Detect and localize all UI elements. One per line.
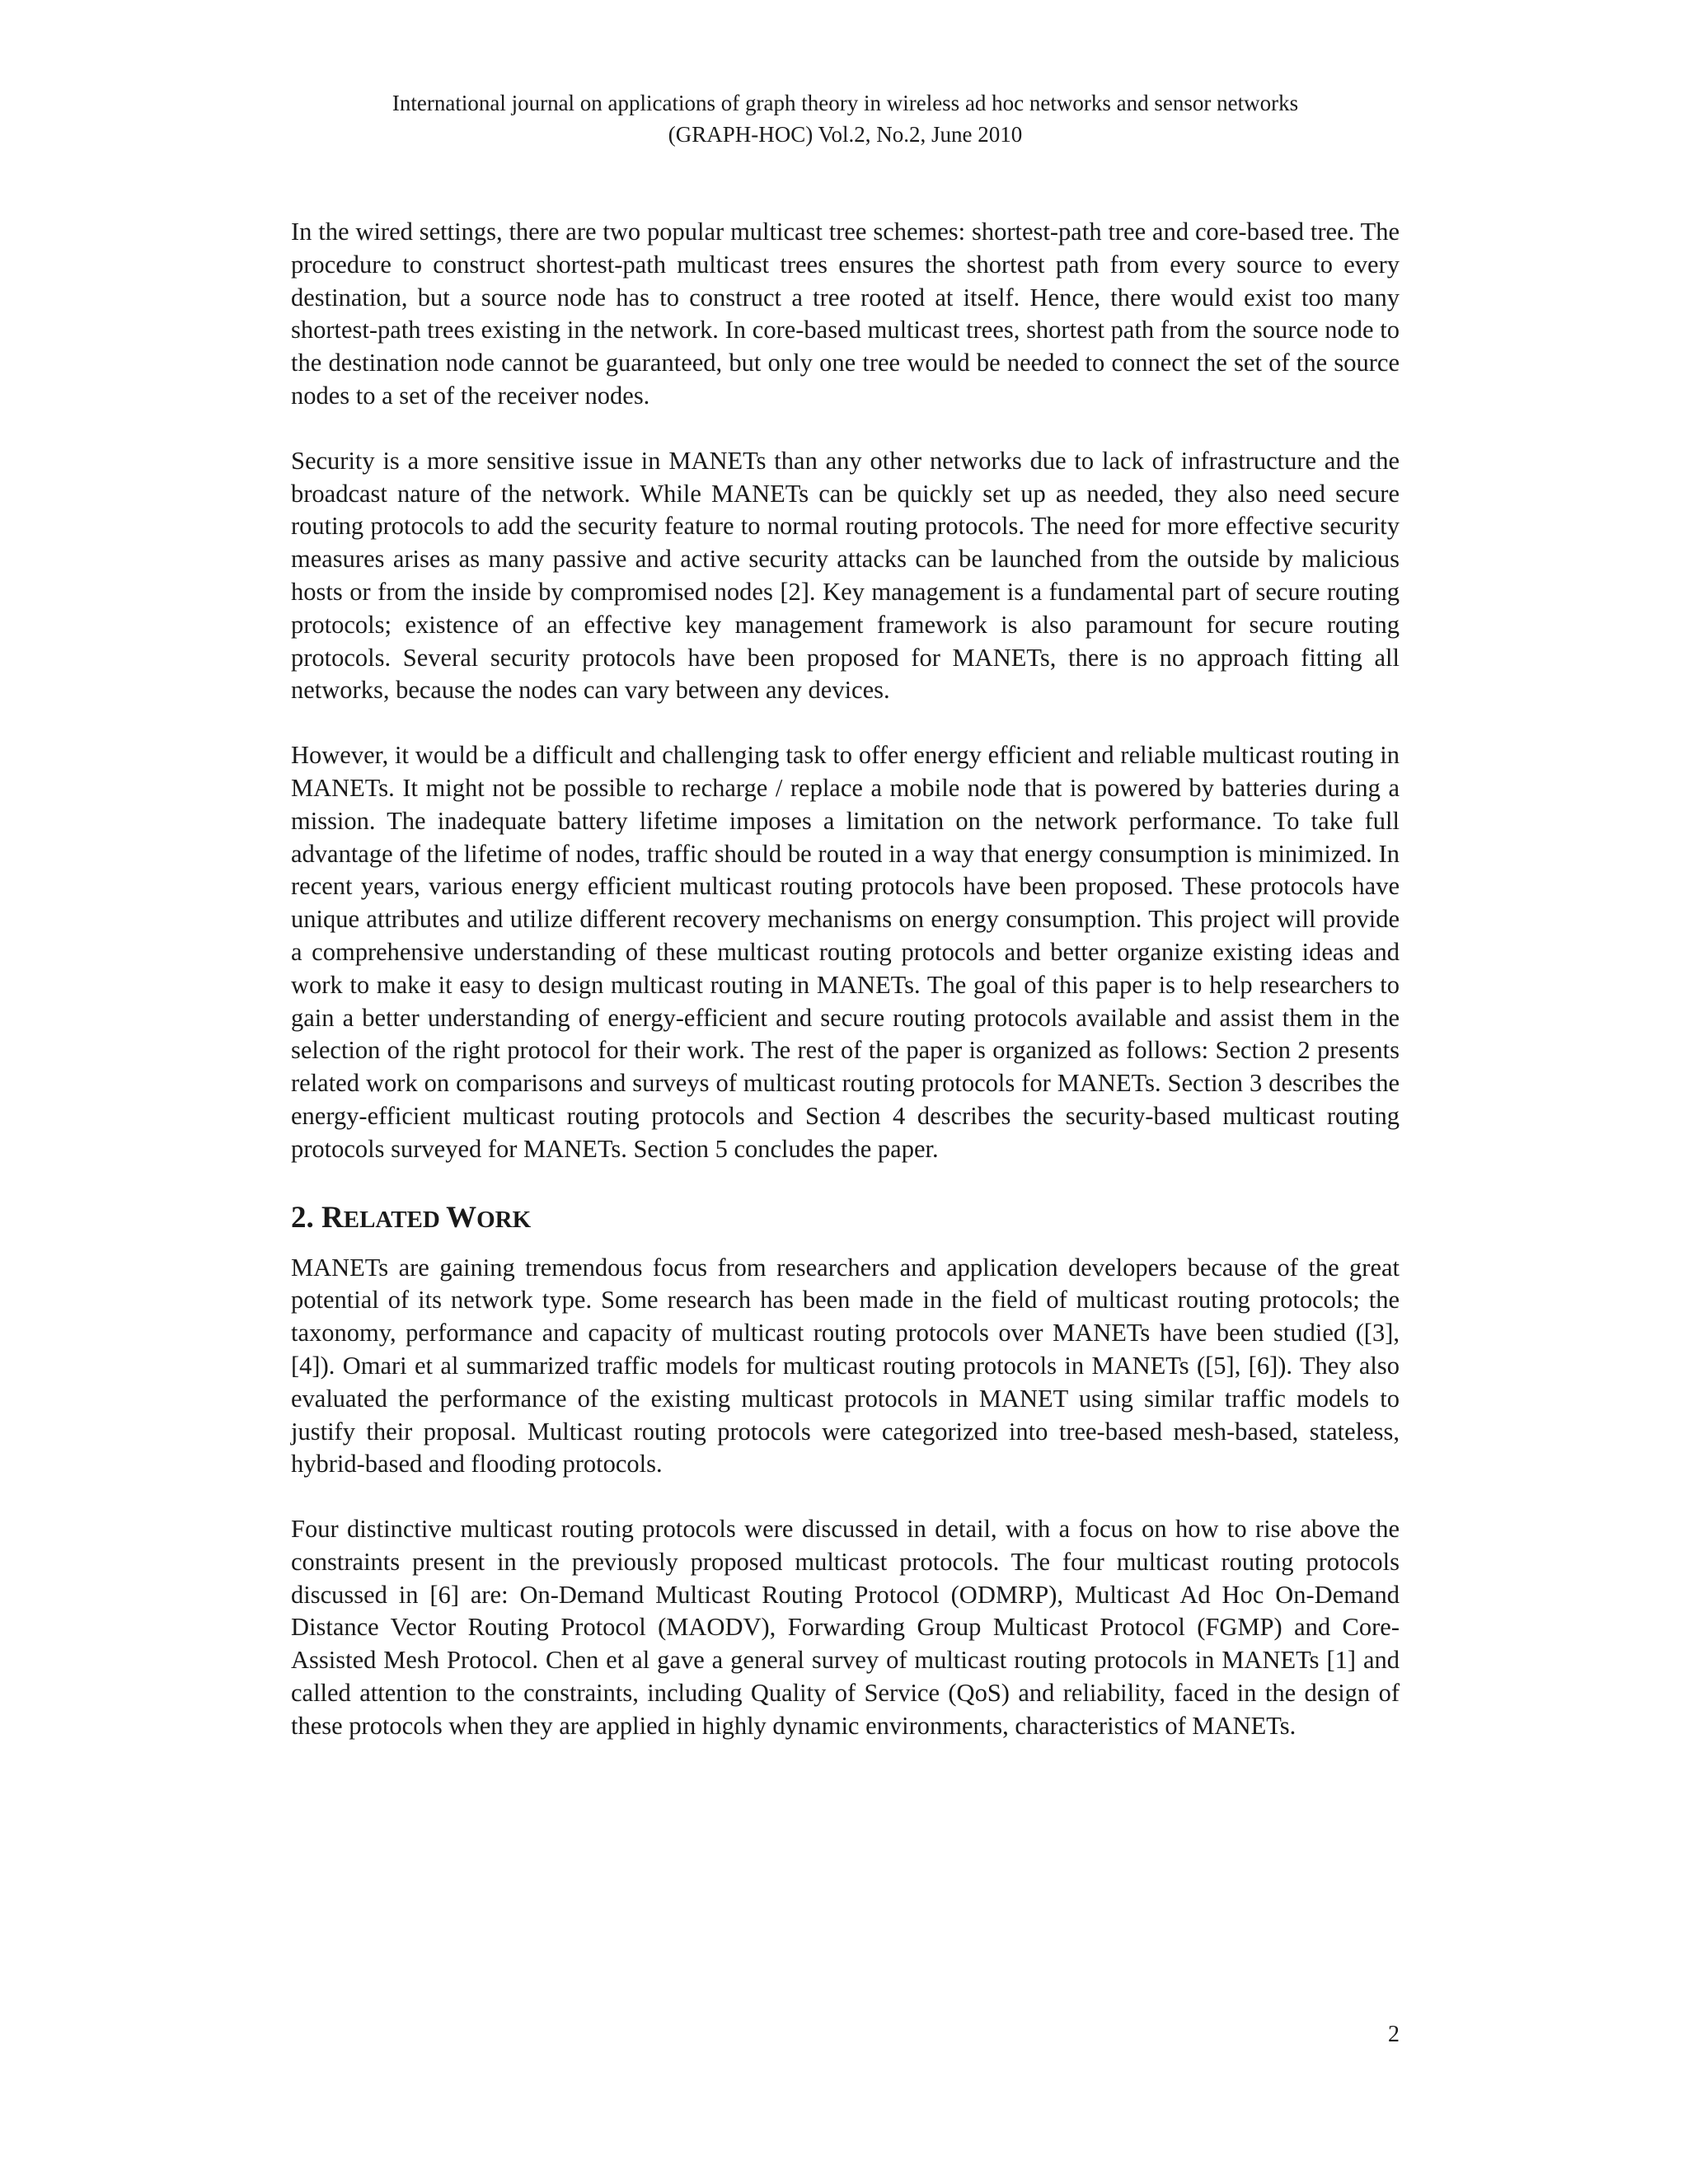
page-number: 2 (1388, 2022, 1400, 2047)
paragraph-security: Security is a more sensitive issue in MANETs than any other networks due to lack of infrastructure and the broadcast nature of the network. While MANETs can be quickly set up as needed, they also need secure routing protocols to add the security feature to normal routing protocols. The need for more effective security measures arises as many passive and active security attacks can be launched from the outside by malicious hosts or from the inside by compromised nodes [2]. Key management is a fundamental part of secure routing protocols; existence of an effective key management framework is also paramount for secure routing protocols. Several security protocols have been proposed for MANETs, there is no approach fitting all networks, because the nodes can vary between any devices. (291, 446, 1400, 705)
section-number: 2. (291, 1200, 321, 1235)
section-title-initial-r: R (321, 1200, 344, 1235)
section-title-initial-w: W (446, 1200, 477, 1235)
section-title-rest-ork: ORK (476, 1206, 532, 1233)
running-header (291, 87, 1400, 150)
body-text (291, 216, 1400, 1775)
paragraph-related-work-1: MANETs are gaining tremendous focus from researchers and application developers because of the great potential of its network type. Some research has been made in the field of multicast routing protocols; the taxonomy, performance and capacity of multicast routing protocols over MANETs have been studied ([3], [4]). Omari et al summarized traffic models for multicast routing protocols in MANETs ([5], [6]). They also evaluated the performance of the existing multicast protocols in MANET using similar traffic models to justify their proposal. Multicast routing protocols were categorized into tree-based mesh-based, stateless, hybrid-based and flooding protocols. (291, 1253, 1400, 1479)
journal-title-line: International journal on applications of graph theory in wireless ad hoc networks and sensor networks (392, 91, 1299, 115)
section-heading-related-work (291, 1198, 1400, 1240)
paragraph-energy-efficiency: However, it would be a difficult and challenging task to offer energy efficient and reliable multicast routing in MANETs. It might not be possible to recharge / replace a mobile node that is powered by batteries during a mission. The inadequate battery lifetime imposes a limitation on the network performance. To take full advantage of the lifetime of nodes, traffic should be routed in a way that energy consumption is minimized. In recent years, various energy efficient multicast routing protocols have been proposed. These protocols have unique attributes and utilize different recovery mechanisms on energy consumption. This project will provide a comprehensive understanding of these multicast routing protocols and better organize existing ideas and work to make it easy to design multicast routing in MANETs. The goal of this paper is to help researchers to gain a better understanding of energy-efficient and secure routing protocols available and assist them in the selection of the right protocol for their work. The rest of the paper is organized as follows: Section 2 presents related work on comparisons and surveys of multicast routing protocols for MANETs. Section 3 describes the energy-efficient multicast routing protocols and Section 4 describes the security-based multicast routing protocols surveyed for MANETs. Section 5 concludes the paper. (291, 741, 1400, 1163)
paragraph-related-work-2: Four distinctive multicast routing protocols were discussed in detail, with a focus on how to rise above the constraints present in the previously proposed multicast protocols. The four multicast routing protocols discussed in [6] are: On-Demand Multicast Routing Protocol (ODMRP), Multicast Ad Hoc On-Demand Distance Vector Routing Protocol (MAODV), Forwarding Group Multicast Protocol (FGMP) and Core-Assisted Mesh Protocol. Chen et al gave a general survey of multicast routing protocols in MANETs [1] and called attention to the constraints, including Quality of Service (QoS) and reliability, faced in the design of these protocols when they are applied in highly dynamic environments, characteristics of MANETs. (291, 1515, 1400, 1740)
section-title-rest-elated: ELATED (343, 1206, 447, 1233)
journal-volume-line: (GRAPH-HOC) Vol.2, No.2, June 2010 (668, 122, 1023, 147)
paragraph-multicast-tree-schemes: In the wired settings, there are two popular multicast tree schemes: shortest-path tree and core-based tree. The procedure to construct shortest-path multicast trees ensures the shortest path from every source to every destination, but a source node has to construct a tree rooted at itself. Hence, there would exist too many shortest-path trees existing in the network. In core-based multicast trees, shortest path from the source node to the destination node cannot be guaranteed, but only one tree would be needed to connect the set of the source nodes to a set of the receiver nodes. (291, 218, 1400, 410)
